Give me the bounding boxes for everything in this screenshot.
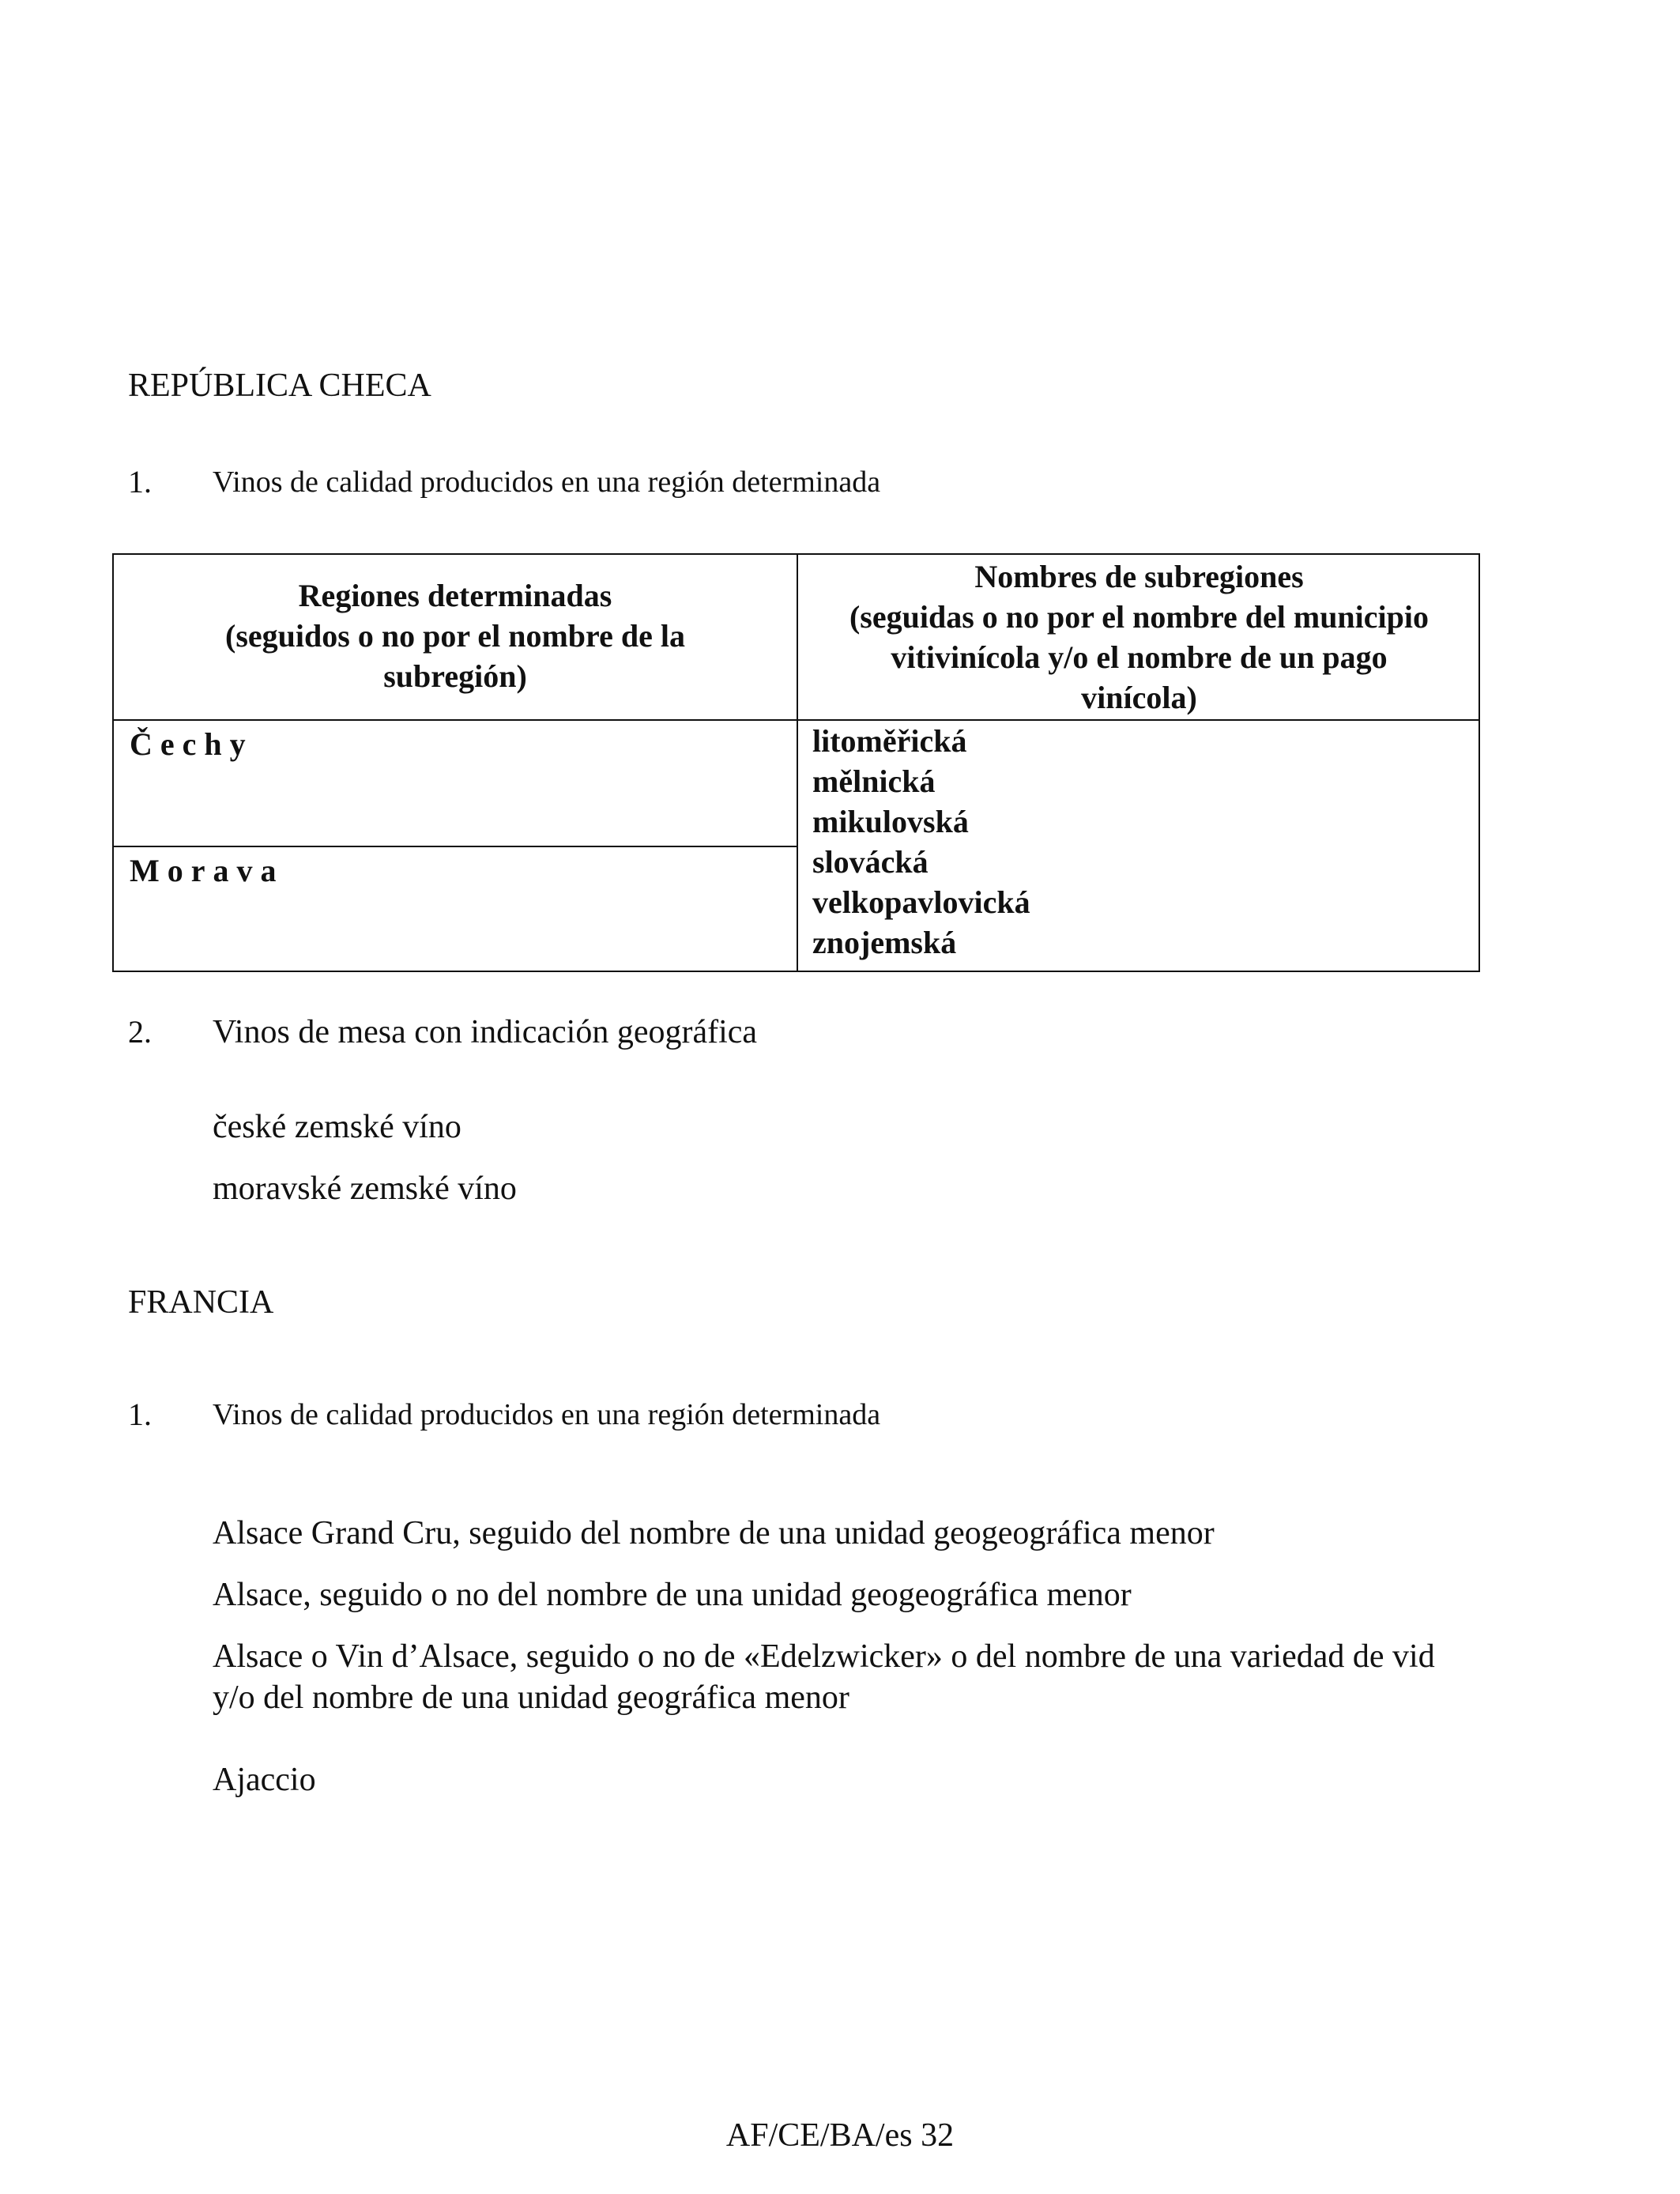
subregion-item: velkopavlovická xyxy=(812,884,1030,920)
region-cechy: Čechy xyxy=(130,726,254,762)
region-morava: Morava xyxy=(130,853,284,888)
section-number: 1. xyxy=(128,1397,152,1432)
wine-item-continuation: y/o del nombre de una unidad geográfica menor xyxy=(213,1679,849,1716)
section-number: 2. xyxy=(128,1014,152,1050)
wine-item: Alsace Grand Cru, seguido del nombre de una unidad geogeográfica menor xyxy=(213,1515,1215,1551)
section-title: Vinos de calidad producidos en una región determinada xyxy=(213,1398,881,1431)
wine-item: Ajaccio xyxy=(213,1762,316,1798)
table-header-regions xyxy=(114,575,797,696)
section-title: Vinos de calidad producidos en una región determinada xyxy=(213,466,881,499)
header-line: vitivinícola y/o el nombre de un pago xyxy=(891,639,1388,675)
header-line: (seguidas o no por el nombre del municipio xyxy=(849,599,1430,635)
wine-item: Alsace o Vin d’Alsace, seguido o no de «Edelzwicker» o del nombre de una variedad de vid xyxy=(213,1638,1435,1675)
header-line: subregión) xyxy=(383,658,527,694)
header-line: Regiones determinadas xyxy=(298,578,612,613)
subregion-item: slovácká xyxy=(812,844,929,880)
subregion-item: znojemská xyxy=(812,925,957,960)
wine-item: Alsace, seguido o no del nombre de una unidad geogeográfica menor xyxy=(213,1577,1132,1613)
header-line: Nombres de subregiones xyxy=(974,559,1304,594)
gi-item: české zemské víno xyxy=(213,1109,461,1145)
section-number: 1. xyxy=(128,464,152,499)
subregion-item: mělnická xyxy=(812,763,936,799)
header-line: (seguidos o no por el nombre de la xyxy=(225,618,685,654)
table-row-divider xyxy=(114,846,797,847)
header-line: vinícola) xyxy=(1081,680,1197,715)
subregion-list xyxy=(812,721,1030,963)
table-header-divider xyxy=(114,719,1478,721)
country-heading-czech: REPÚBLICA CHECA xyxy=(128,368,431,404)
table-header-subregions xyxy=(798,556,1480,718)
gi-item: moravské zemské víno xyxy=(213,1171,517,1207)
section-title: Vinos de mesa con indicación geográfica xyxy=(213,1014,758,1050)
subregion-item: mikulovská xyxy=(812,804,969,839)
page-footer-reference: AF/CE/BA/es 32 xyxy=(725,2117,955,2154)
subregion-item: litoměřická xyxy=(812,723,967,759)
regions-table xyxy=(112,553,1480,972)
country-heading-france: FRANCIA xyxy=(128,1284,274,1321)
